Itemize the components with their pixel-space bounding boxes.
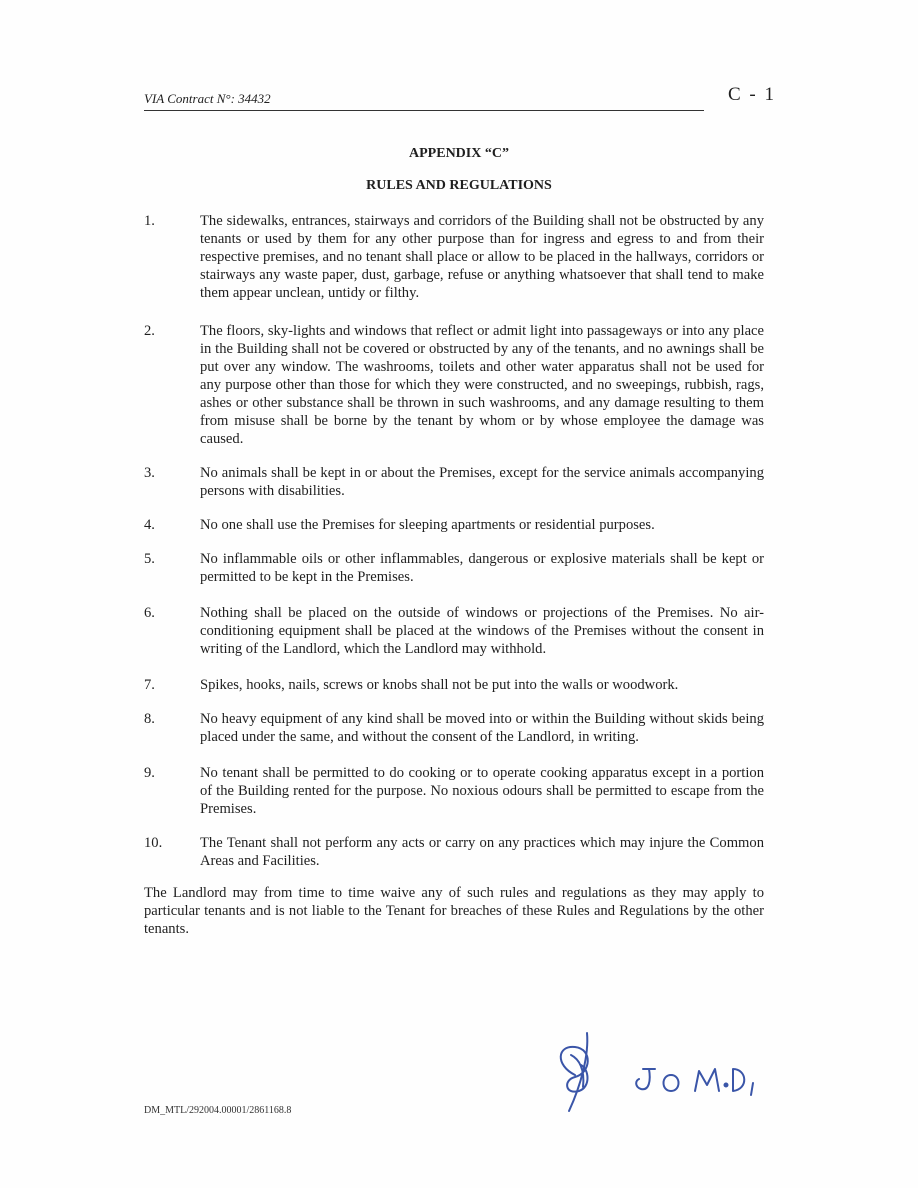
- rule-text: The sidewalks, entrances, stairways and corridors of the Building shall not be obstructed by any tenants or used by them for any other purpose than for ingress and egress to and from their respective premises, and no tenant shall place or allow to be placed in the hallways, corridors or stairways any waste paper, dust, garbage, refuse or anything whatsoever that shall tend to make them appear unclean, untidy or filthy.: [200, 213, 764, 301]
- rule-number: 10.: [144, 835, 163, 851]
- rule-number: 7.: [144, 677, 155, 693]
- rule-text: The floors, sky-lights and windows that reflect or admit light into passageways or into any place in the Building shall not be covered or obstructed by any of the tenants, and no awnings shall be put over any window. The washrooms, toilets and other water apparatus shall not be used for any purpose other than those for which they were constructed, and no sweepings, rubbish, rags, ashes or other substance shall be thrown in such washrooms, and any damage resulting to them from misuse shall be borne by the tenant by whom or by whose employee the damage was caused.: [200, 323, 764, 447]
- rule-number: 1.: [144, 213, 155, 229]
- rule-number: 8.: [144, 711, 155, 727]
- rule-text: No tenant shall be permitted to do cooking or to operate cooking apparatus except in a portion of the Building rented for the purpose. No noxious odours shall be permitted to escape from the Premises.: [200, 765, 764, 817]
- rule-number: 6.: [144, 605, 155, 621]
- document-reference: DM_MTL/292004.00001/2861168.8: [144, 1105, 292, 1116]
- rule-number: 9.: [144, 765, 155, 781]
- rule-text: Nothing shall be placed on the outside of windows or projections of the Premises. No air-conditioning equipment shall be placed at the windows of the Premises without the consent in writing of the Landlord, which the Landlord may withhold.: [200, 605, 764, 657]
- rule-number: 2.: [144, 323, 155, 339]
- closing-paragraph: The Landlord may from time to time waive any of such rules and regulations as they may apply to particular tenants and is not liable to the Tenant for breaches of these Rules and Regulations by the other tenants.: [144, 885, 764, 937]
- page-number: C - 1: [728, 84, 776, 105]
- contract-number: VIA Contract N°: 34432: [144, 91, 271, 106]
- rule-number: 3.: [144, 465, 155, 481]
- rule-text: Spikes, hooks, nails, screws or knobs shall not be put into the walls or woodwork.: [200, 677, 679, 693]
- rule-text: No inflammable oils or other inflammables, dangerous or explosive materials shall be kept or permitted to be kept in the Premises.: [200, 551, 764, 585]
- rule-number: 4.: [144, 517, 155, 533]
- rule-text: No heavy equipment of any kind shall be moved into or within the Building without skids being placed under the same, and without the consent of the Landlord, in writing.: [200, 711, 764, 745]
- rule-text: No animals shall be kept in or about the Premises, except for the service animals accompanying persons with disabilities.: [200, 465, 764, 499]
- rule-number: 5.: [144, 551, 155, 567]
- rule-text: The Tenant shall not perform any acts or carry on any practices which may injure the Common Areas and Facilities.: [200, 835, 764, 869]
- page-header: [144, 88, 704, 111]
- section-title: RULES AND REGULATIONS: [366, 178, 552, 193]
- handwritten-signature: [535, 1025, 775, 1125]
- rule-text: No one shall use the Premises for sleeping apartments or residential purposes.: [200, 517, 655, 533]
- appendix-title: APPENDIX “C”: [409, 146, 509, 161]
